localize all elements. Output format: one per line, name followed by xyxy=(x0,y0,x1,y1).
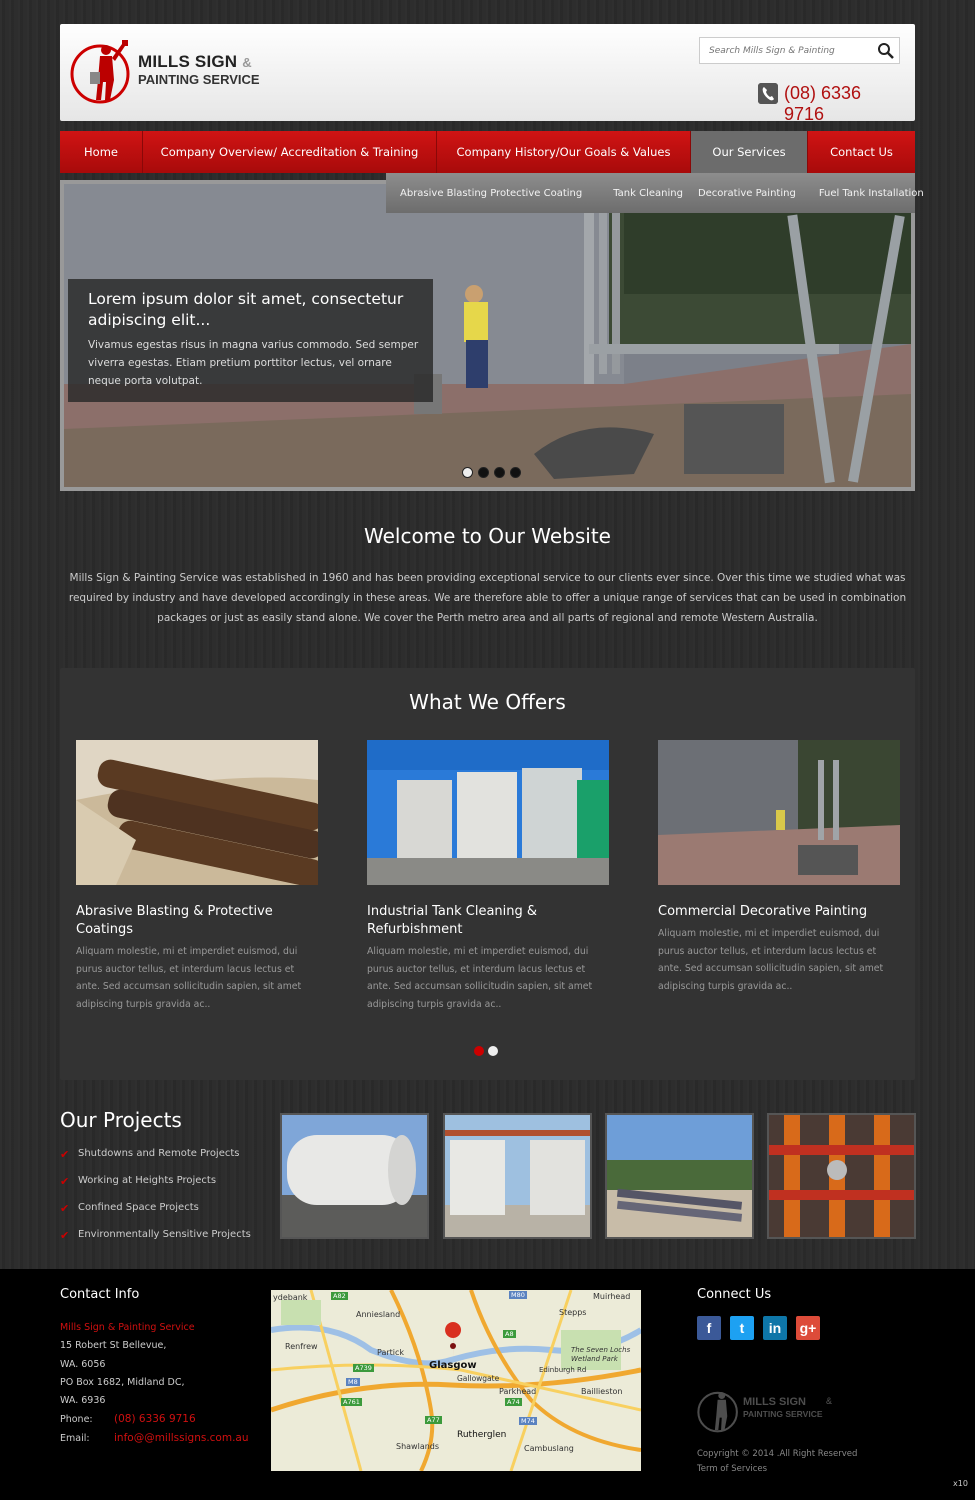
offer-text: Aliquam molestie, mi et imperdiet euismod, dui purus auctor tellus, et interdum lacus lectus et ante. Sed accumsan sollicitudin sapien, sit amet adipiscing turpis gravida ac.. xyxy=(658,928,884,992)
phone-label: Phone: xyxy=(60,1414,93,1426)
nav-our-services[interactable]: Our Services xyxy=(691,131,808,173)
connect-us-title: Connect Us xyxy=(697,1287,772,1302)
offer-image-blasting xyxy=(76,740,318,885)
offer-title: Abrasive Blasting & Protective Coatings xyxy=(76,904,273,937)
slider-dot[interactable] xyxy=(510,467,521,478)
footer-email[interactable]: info@@millssigns.com.au xyxy=(114,1431,249,1444)
logo-subtitle: PAINTING SERVICE xyxy=(138,72,260,87)
offers-carousel-dots xyxy=(474,1046,498,1056)
map-road-label: M80 xyxy=(511,1291,525,1299)
painter-logo-icon xyxy=(697,1387,741,1433)
projects-list xyxy=(60,1145,251,1253)
hero-title: Lorem ipsum dolor sit amet, consectetur adipiscing elit... xyxy=(88,290,404,329)
offer-text: Aliquam molestie, mi et imperdiet euismod, dui purus auctor tellus, et interdum lacus lectus et ante. Sed accumsan sollicitudin sapien, sit amet adipiscing turpis gravida ac.. xyxy=(367,946,593,1010)
map-label: Glasgow xyxy=(429,1360,477,1371)
nav-company-overview[interactable]: Company Overview/ Accreditation & Training xyxy=(143,131,437,173)
map-label: Muirhead xyxy=(593,1292,631,1301)
checkmark-icon: ✔ xyxy=(60,1202,70,1215)
map-road-label: A74 xyxy=(507,1398,520,1406)
project-image-tanks xyxy=(445,1115,590,1237)
hero-slider-dots xyxy=(462,467,521,478)
footer-logo-ampersand: & xyxy=(826,1396,833,1406)
logo-name: MILLS SIGN xyxy=(138,52,238,71)
nav-contact-us[interactable]: Contact Us xyxy=(808,131,915,173)
checkmark-icon: ✔ xyxy=(60,1175,70,1188)
map-label: Renfrew xyxy=(285,1342,318,1351)
project-label: Confined Space Projects xyxy=(78,1202,199,1213)
site-footer xyxy=(0,1269,975,1500)
project-image-valves xyxy=(769,1115,914,1237)
projects-title: Our Projects xyxy=(60,1108,182,1132)
offer-card[interactable] xyxy=(367,740,609,1013)
address-line: WA. 6056 xyxy=(60,1358,106,1370)
search-input[interactable] xyxy=(700,39,870,64)
map-label: Edinburgh Rd xyxy=(539,1366,587,1374)
slider-dot[interactable] xyxy=(462,467,473,478)
corner-mark: x10 xyxy=(953,1479,968,1488)
copyright-text: Copyright © 2014 .All Right Reserved xyxy=(697,1449,858,1459)
slider-dot[interactable] xyxy=(478,467,489,478)
project-label: Working at Heights Projects xyxy=(78,1175,217,1186)
search-box xyxy=(699,37,900,64)
map-road-label: M8 xyxy=(348,1378,358,1386)
welcome-text: Mills Sign & Painting Service was established in 1960 and has been providing exceptional service to our clients ever since. Over this time we studied what was required by industry and have developed accordingly in these areas. We are therefore able to offer a unique range of services that can be used in combination packages or just as easily stand alone. We cover the Perth metro area and all parts of regional and remote Western Australia. xyxy=(68,572,907,624)
map-road-label: A761 xyxy=(343,1398,360,1406)
map-label: Baillieston xyxy=(581,1387,623,1396)
map-label: Cambuslang xyxy=(524,1444,574,1453)
main-nav xyxy=(60,131,915,173)
offer-title: Commercial Decorative Painting xyxy=(658,904,868,919)
company-name: Mills Sign & Painting Service xyxy=(60,1322,195,1333)
footer-logo[interactable] xyxy=(697,1387,857,1437)
project-image-pipes xyxy=(607,1115,752,1237)
map-label: ydebank xyxy=(273,1293,308,1302)
submenu-abrasive-blasting[interactable]: Abrasive Blasting Protective Coating xyxy=(400,187,583,199)
offer-image-tanks xyxy=(367,740,609,885)
footer-logo-subtitle: PAINTING SERVICE xyxy=(743,1409,823,1419)
map-road-label: A739 xyxy=(355,1364,372,1372)
map-road-label: A82 xyxy=(333,1292,346,1300)
location-map[interactable] xyxy=(271,1290,641,1471)
terms-link[interactable]: Term of Services xyxy=(697,1464,768,1474)
phone-number[interactable]: (08) 6336 9716 xyxy=(784,83,862,124)
project-thumbnail[interactable] xyxy=(767,1113,916,1239)
phone-icon xyxy=(758,83,778,104)
map-road-label: M74 xyxy=(521,1417,535,1425)
map-label: Partick xyxy=(377,1348,405,1357)
map-label: The Seven Lochs Wetland Park xyxy=(571,1346,631,1363)
address-line: 15 Robert St Bellevue, xyxy=(60,1340,167,1352)
address-line: WA. 6936 xyxy=(60,1395,106,1407)
hero-slider xyxy=(60,180,915,491)
nav-company-history[interactable]: Company History/Our Goals & Values xyxy=(437,131,691,173)
site-header xyxy=(60,24,915,124)
hero-text: Vivamus egestas risus in magna varius commodo. Sed semper viverra egestas. Etiam pretium porttitor lectus, vel ornare neque porta volutpat. xyxy=(88,339,419,387)
map-label: Shawlands xyxy=(396,1442,440,1451)
offer-title: Industrial Tank Cleaning & Refurbishment xyxy=(367,904,538,937)
contact-info-title: Contact Info xyxy=(60,1287,140,1302)
footer-phone[interactable]: (08) 6336 9716 xyxy=(114,1413,196,1426)
project-item[interactable] xyxy=(60,1226,251,1253)
welcome-title: Welcome to Our Website xyxy=(363,524,611,548)
logo-ampersand: & xyxy=(242,55,252,70)
project-thumbnail[interactable] xyxy=(443,1113,592,1239)
project-item[interactable] xyxy=(60,1172,251,1199)
painter-logo-icon xyxy=(70,38,134,104)
offer-image-painting xyxy=(658,740,900,885)
services-submenu xyxy=(386,173,924,213)
checkmark-icon: ✔ xyxy=(60,1148,70,1161)
project-thumbnail[interactable] xyxy=(280,1113,429,1239)
map-label: Stepps xyxy=(559,1308,587,1317)
social-links xyxy=(697,1316,820,1340)
google-plus-icon[interactable]: g+ xyxy=(796,1316,820,1340)
site-logo[interactable] xyxy=(70,36,300,108)
project-image-tank xyxy=(282,1115,427,1237)
contact-info xyxy=(60,1319,249,1447)
offers-section xyxy=(60,668,915,1080)
email-label: Email: xyxy=(60,1432,90,1444)
linkedin-icon[interactable]: in xyxy=(763,1316,787,1340)
map-label: Rutherglen xyxy=(457,1430,507,1440)
search-icon[interactable] xyxy=(877,42,895,60)
twitter-icon[interactable]: t xyxy=(730,1316,754,1340)
footer-logo-name: MILLS SIGN xyxy=(743,1396,806,1408)
hero-caption xyxy=(68,279,433,402)
map-road-label: A77 xyxy=(427,1416,440,1424)
offers-title: What We Offers xyxy=(409,690,566,714)
map-image xyxy=(271,1290,641,1471)
submenu-tank-cleaning[interactable]: Tank Cleaning xyxy=(613,187,683,199)
slider-dot[interactable] xyxy=(494,467,505,478)
map-label: Parkhead xyxy=(499,1387,537,1396)
facebook-icon[interactable]: f xyxy=(697,1316,721,1340)
offer-card[interactable] xyxy=(76,740,318,1013)
offer-card[interactable] xyxy=(658,740,900,995)
checkmark-icon: ✔ xyxy=(60,1229,70,1242)
carousel-dot[interactable] xyxy=(474,1046,484,1056)
map-label: Anniesland xyxy=(356,1310,401,1319)
project-label: Environmentally Sensitive Projects xyxy=(78,1229,251,1240)
copyright xyxy=(697,1447,857,1477)
map-label: Gallowgate xyxy=(457,1374,500,1383)
submenu-fuel-tank-installation[interactable]: Fuel Tank Installation xyxy=(818,187,924,199)
project-label: Shutdowns and Remote Projects xyxy=(78,1148,240,1159)
address-line: PO Box 1682, Midland DC, xyxy=(60,1376,185,1388)
project-thumbnail[interactable] xyxy=(605,1113,754,1239)
offer-text: Aliquam molestie, mi et imperdiet euismod, dui purus auctor tellus, et interdum lacus lectus et ante. Sed accumsan sollicitudin sapien, sit amet adipiscing turpis gravida ac.. xyxy=(76,946,302,1010)
project-item[interactable] xyxy=(60,1145,251,1172)
project-item[interactable] xyxy=(60,1199,251,1226)
submenu-decorative-painting[interactable]: Decorative Painting xyxy=(697,187,796,199)
carousel-dot[interactable] xyxy=(488,1046,498,1056)
header-phone xyxy=(758,82,903,124)
map-road-label: A8 xyxy=(505,1330,514,1338)
nav-home[interactable]: Home xyxy=(60,131,143,173)
